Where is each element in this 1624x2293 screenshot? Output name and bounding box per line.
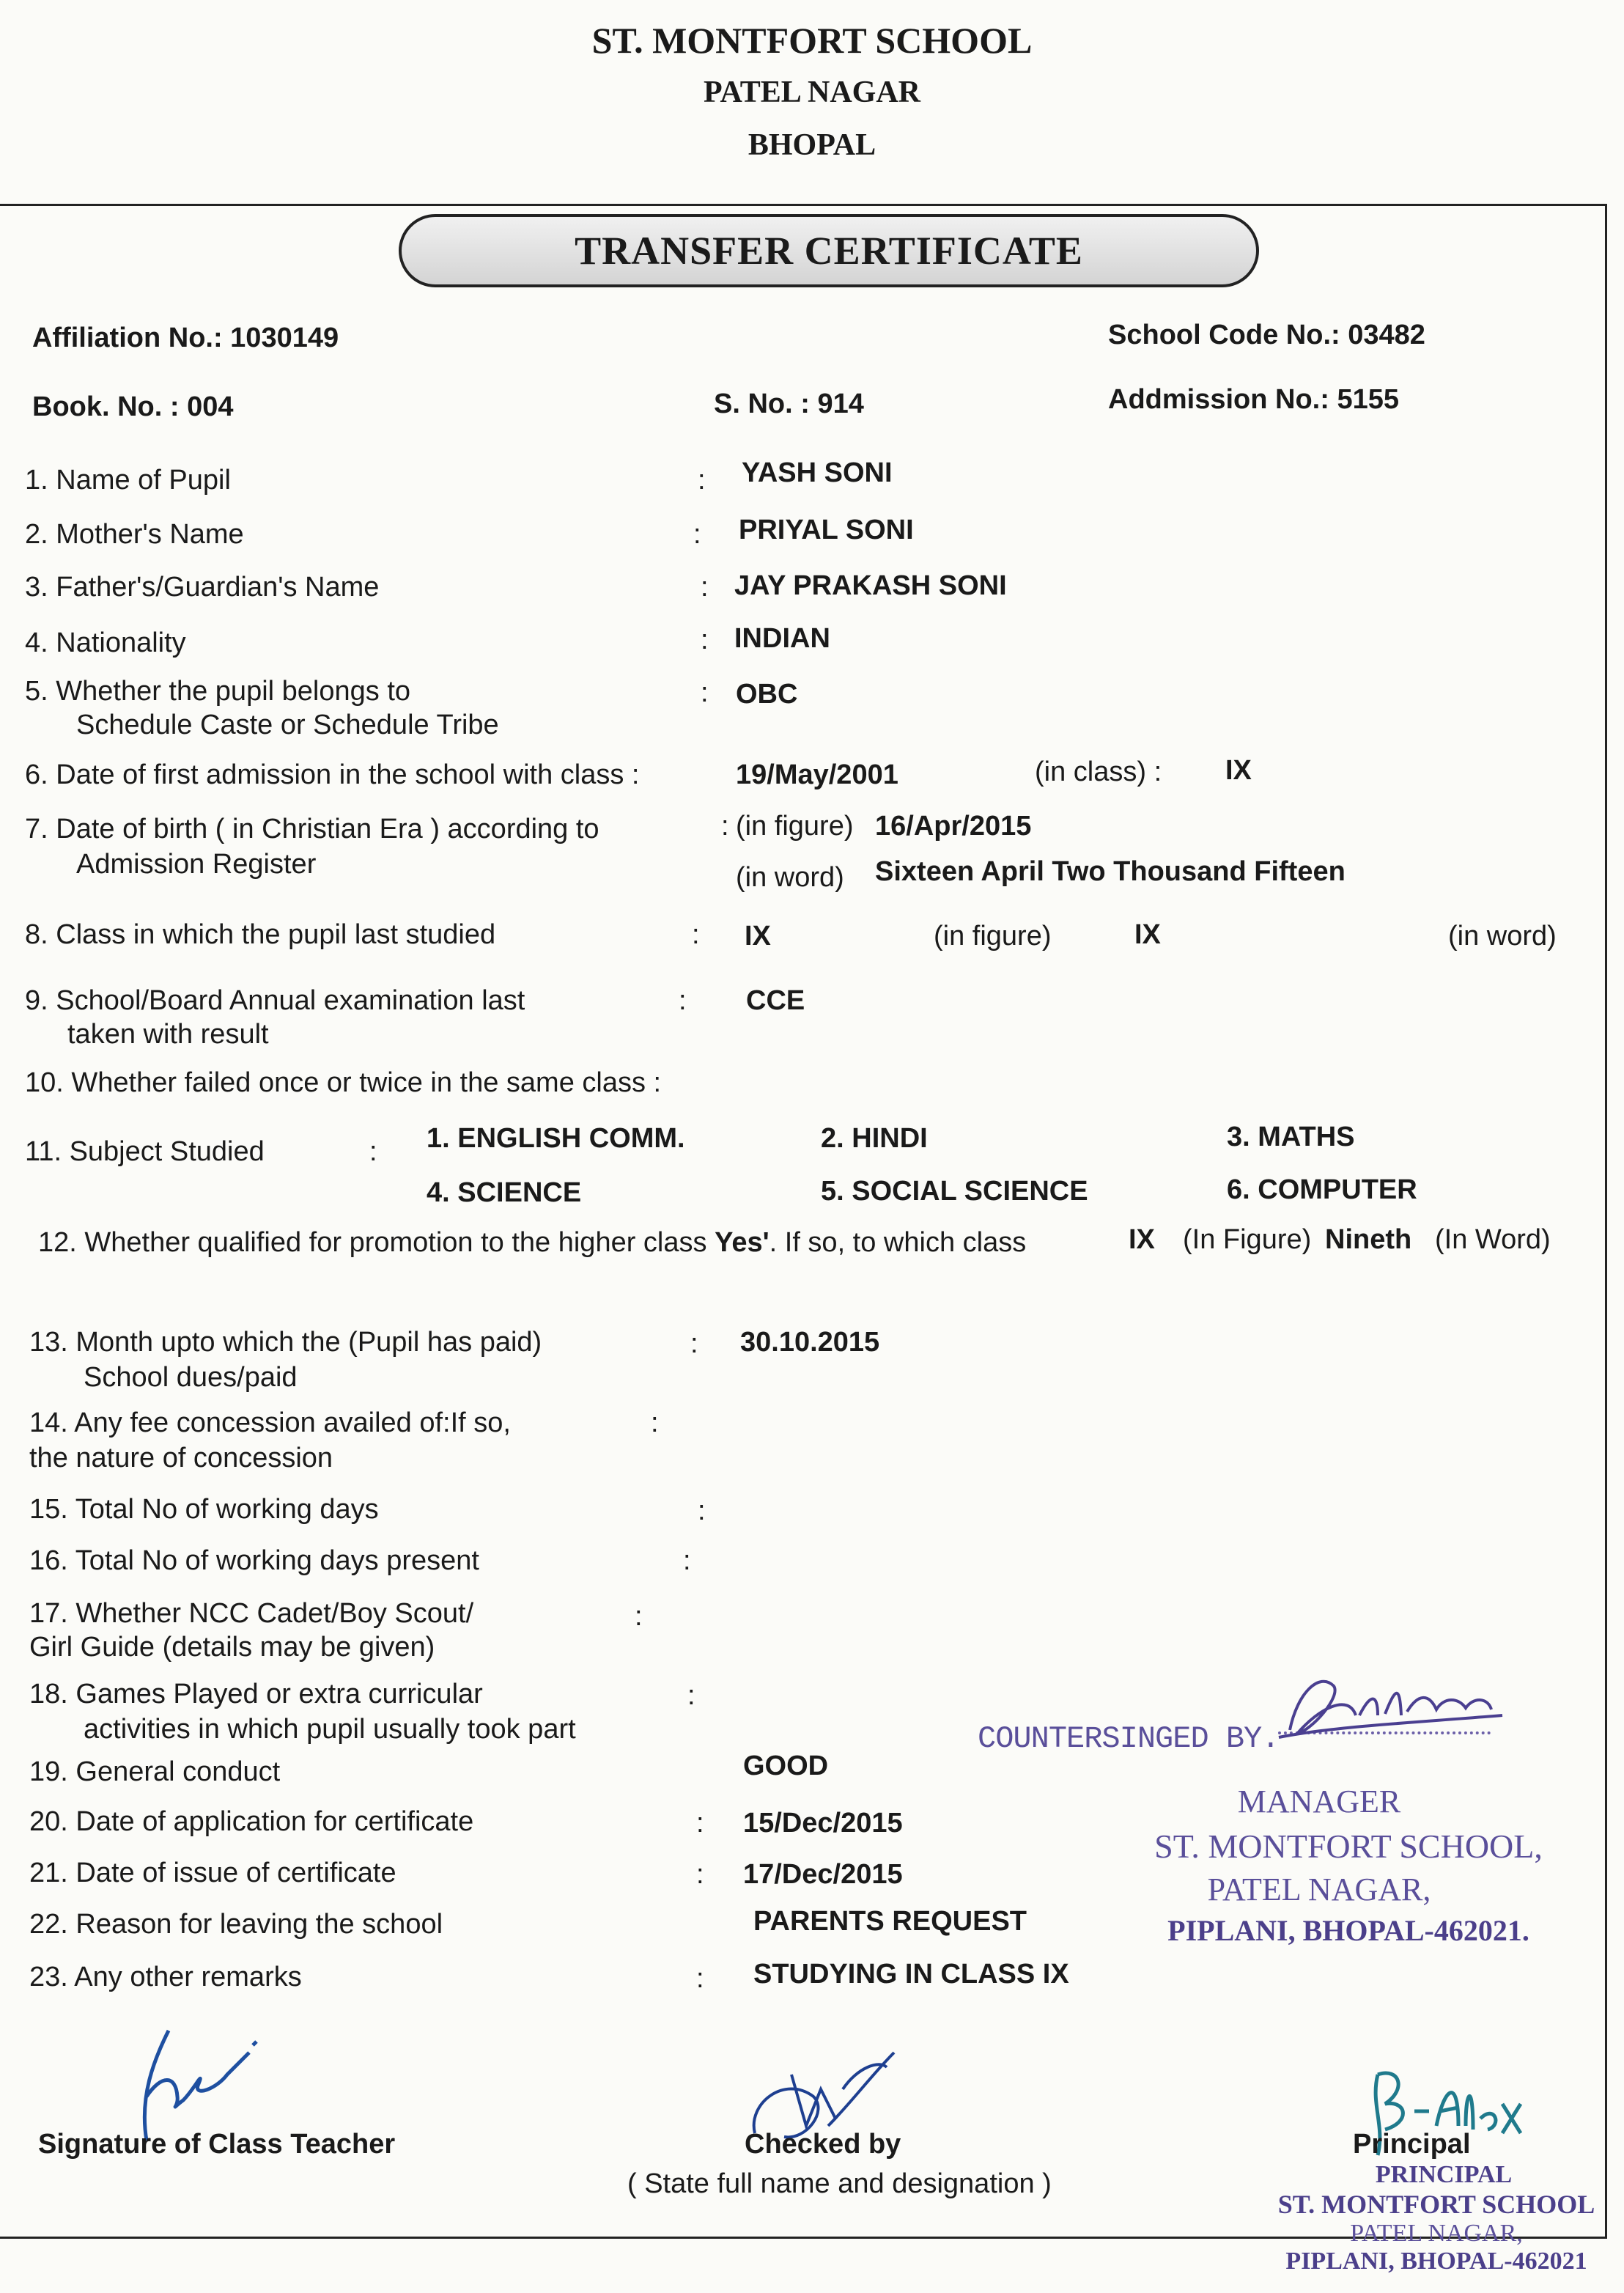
field-6-label: 6. Date of first admission in the school with class :: [25, 759, 640, 790]
in-word-label: (in word): [736, 862, 844, 893]
field-11-label: 11. Subject Studied: [25, 1136, 265, 1167]
principal-stamp-title: PRINCIPAL: [1375, 2161, 1513, 2188]
in-figure-label: (In Figure): [1183, 1224, 1312, 1255]
school-locality: PATEL NAGAR: [704, 76, 920, 109]
colon: :: [701, 625, 709, 655]
field-1-label: 1. Name of Pupil: [25, 465, 231, 496]
colon: :: [692, 919, 700, 950]
in-figure-label: (in figure): [736, 811, 854, 842]
pupil-name: YASH SONI: [742, 457, 893, 488]
exam-result: CCE: [746, 985, 805, 1016]
field-16-label: 16. Total No of working days present: [29, 1545, 479, 1576]
colon: :: [696, 1808, 704, 1839]
principal-stamp-locality: PATEL NAGAR,: [1350, 2220, 1523, 2247]
colon: :: [679, 985, 687, 1016]
manager-stamp-title: MANAGER: [1237, 1784, 1401, 1819]
colon: :: [701, 677, 709, 708]
book-no: Book. No. : 004: [32, 391, 234, 422]
field-4-label: 4. Nationality: [25, 627, 186, 658]
principal-stamp-school: ST. MONTFORT SCHOOL: [1277, 2190, 1595, 2219]
mother-name: PRIYAL SONI: [739, 515, 914, 545]
manager-stamp-locality: PATEL NAGAR,: [1207, 1871, 1431, 1907]
nationality: INDIAN: [734, 623, 830, 654]
field-17-label: 17. Whether NCC Cadet/Boy Scout/: [29, 1598, 474, 1629]
last-class-figure: IX: [745, 921, 771, 952]
field-13-label: 13. Month upto which the (Pupil has paid): [29, 1327, 542, 1358]
field-7-label-cont: Admission Register: [76, 849, 317, 880]
dues-paid-until: 30.10.2015: [740, 1327, 880, 1358]
colon: :: [651, 1407, 659, 1438]
certificate-title: TRANSFER CERTIFICATE: [399, 214, 1259, 287]
colon: :: [698, 465, 706, 496]
school-name: ST. MONTFORT SCHOOL: [591, 20, 1033, 61]
colon: :: [701, 572, 709, 603]
in-figure-label: (in figure): [934, 921, 1052, 952]
state-full-name-label: ( State full name and designation ): [627, 2168, 1052, 2199]
admission-class: IX: [1225, 755, 1252, 786]
field-8-label: 8. Class in which the pupil last studied: [25, 919, 496, 950]
field-23-label: 23. Any other remarks: [29, 1962, 302, 1992]
promotion-class-figure: IX: [1129, 1224, 1155, 1255]
colon: :: [369, 1136, 377, 1167]
field-7-label: 7. Date of birth ( in Christian Era ) according to: [25, 814, 599, 844]
colon: :: [693, 519, 701, 550]
last-class-word: IX: [1134, 919, 1161, 950]
field-12-mid: . If so, to which class: [769, 1227, 1027, 1258]
field-5-label: 5. Whether the pupil belongs to: [25, 676, 411, 707]
subject-1: 1. ENGLISH COMM.: [427, 1123, 685, 1154]
field-22-label: 22. Reason for leaving the school: [29, 1909, 443, 1940]
field-12-row: [38, 1227, 1026, 1259]
countersigned-stamp: COUNTERSINGED BY.: [978, 1721, 1280, 1756]
subject-2: 2. HINDI: [821, 1123, 928, 1154]
in-word-label: (In Word): [1435, 1224, 1551, 1255]
principal-stamp-address: PIPLANI, BHOPAL-462021: [1285, 2248, 1587, 2275]
in-word-label: (in word): [1448, 921, 1557, 952]
leaving-reason: PARENTS REQUEST: [753, 1906, 1027, 1937]
issue-date: 17/Dec/2015: [743, 1859, 903, 1890]
subject-4: 4. SCIENCE: [427, 1177, 582, 1208]
field-21-label: 21. Date of issue of certificate: [29, 1858, 396, 1888]
dob-figure: 16/Apr/2015: [875, 811, 1032, 842]
general-conduct: GOOD: [743, 1751, 829, 1781]
manager-stamp-address: PIPLANI, BHOPAL-462021.: [1167, 1914, 1529, 1947]
field-18-label: 18. Games Played or extra curricular: [29, 1679, 483, 1709]
school-code-no: School Code No.: 03482: [1108, 320, 1425, 350]
field-9-label: 9. School/Board Annual examination last: [25, 985, 525, 1016]
manager-stamp-school: ST. MONTFORT SCHOOL,: [1154, 1828, 1543, 1865]
field-5-label-cont: Schedule Caste or Schedule Tribe: [76, 710, 499, 740]
other-remarks: STUDYING IN CLASS IX: [753, 1959, 1069, 1990]
principal-label: Principal: [1353, 2129, 1471, 2160]
admission-no: Addmission No.: 5155: [1108, 384, 1399, 415]
field-17-label-cont: Girl Guide (details may be given): [29, 1632, 435, 1663]
colon: :: [683, 1545, 691, 1576]
field-14-label-cont: the nature of concession: [29, 1443, 333, 1473]
field-2-label: 2. Mother's Name: [25, 519, 244, 550]
colon: :: [721, 811, 729, 842]
serial-no: S. No. : 914: [714, 389, 864, 419]
field-13-label-cont: School dues/paid: [84, 1362, 298, 1393]
field-12-label: 12. Whether qualified for promotion to the higher class: [38, 1227, 707, 1258]
affiliation-no: Affiliation No.: 1030149: [32, 323, 339, 353]
colon: :: [687, 1680, 695, 1711]
father-name: JAY PRAKASH SONI: [734, 570, 1007, 601]
field-20-label: 20. Date of application for certificate: [29, 1806, 474, 1837]
colon: :: [635, 1601, 643, 1632]
colon: :: [696, 1963, 704, 1994]
dob-words: Sixteen April Two Thousand Fifteen: [875, 856, 1346, 887]
subject-5: 5. SOCIAL SCIENCE: [821, 1176, 1088, 1207]
field-3-label: 3. Father's/Guardian's Name: [25, 572, 380, 603]
colon: :: [690, 1328, 698, 1359]
field-19-label: 19. General conduct: [29, 1756, 281, 1787]
first-admission-date: 19/May/2001: [736, 759, 898, 790]
field-9-label-cont: taken with result: [67, 1019, 269, 1050]
manager-signature-icon: [1268, 1664, 1510, 1752]
field-15-label: 15. Total No of working days: [29, 1494, 379, 1525]
promotion-answer: Yes': [715, 1227, 769, 1258]
colon: :: [696, 1859, 704, 1890]
field-14-label: 14. Any fee concession availed of:If so,: [29, 1407, 511, 1438]
field-10-label: 10. Whether failed once or twice in the same class :: [25, 1067, 662, 1098]
caste-category: OBC: [736, 679, 798, 710]
application-date: 15/Dec/2015: [743, 1808, 903, 1839]
in-class-label: (in class) :: [1035, 757, 1162, 787]
field-18-label-cont: activities in which pupil usually took part: [84, 1714, 576, 1745]
subject-6: 6. COMPUTER: [1227, 1174, 1417, 1205]
colon: :: [698, 1495, 706, 1526]
school-city: BHOPAL: [748, 128, 876, 162]
subject-3: 3. MATHS: [1227, 1122, 1355, 1152]
promotion-class-word: Nineth: [1325, 1224, 1412, 1255]
checked-by-label: Checked by: [745, 2129, 901, 2160]
class-teacher-label: Signature of Class Teacher: [38, 2129, 396, 2160]
